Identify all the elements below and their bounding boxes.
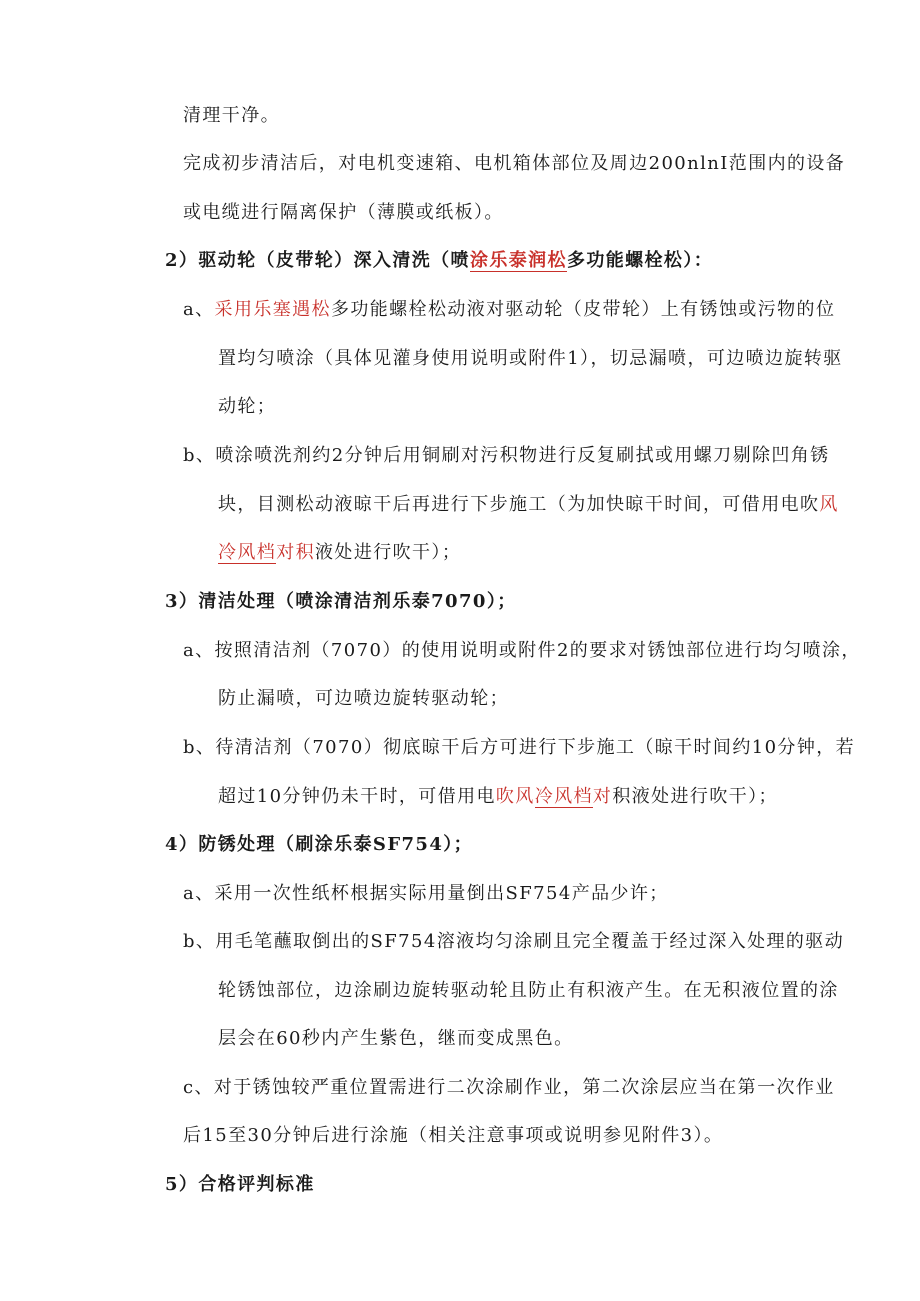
text-line: [218, 784, 778, 810]
text-line: 清理干净。: [183, 105, 280, 126]
highlighted-text: 涂乐泰润松: [469, 250, 567, 271]
section-heading-2: [165, 248, 713, 274]
body-text: 多功能螺栓松动液对驱动轮（皮带轮）上有锈蚀或污物的位: [330, 299, 836, 320]
text-line: a、采用一次性纸杯根据实际用量倒出SF754产品少许；: [183, 883, 669, 904]
text-line: c、对于锈蚀较严重位置需进行二次涂刷作业，第二次涂层应当在第一次作业: [183, 1077, 835, 1098]
highlighted-text: 冷风档: [218, 542, 277, 563]
text-line: 或电缆进行隔离保护（薄膜或纸板）。: [183, 202, 504, 223]
text-line: 后15至30分钟后进行涂施（相关注意事项或说明参见附件3）。: [183, 1125, 724, 1146]
heading-text: 2）驱动轮（皮带轮）深入清洗（喷: [165, 250, 470, 271]
text-line: b、喷涂喷洗剂约2分钟后用铜刷对污积物进行反复刷拭或用螺刀剔除凹角锈: [183, 445, 830, 466]
text-line: 完成初步清洁后，对电机变速箱、电机箱体部位及周边200nlnI范围内的设备: [183, 153, 846, 174]
text-line: 轮锈蚀部位，边涂刷边旋转驱动轮且防止有积液产生。在无积液位置的涂: [218, 980, 839, 1001]
text-line: 置均匀喷涂（具体见灌身使用说明或附件1），切忌漏喷，可边喷边旋转驱: [218, 348, 843, 369]
text-line: [218, 540, 461, 566]
text-line: 层会在60秒内产生紫色，继而变成黑色。: [218, 1028, 574, 1049]
section-heading-3: 3）清洁处理（喷涂清洁剂乐泰7070）；: [165, 591, 517, 612]
section-heading-4: 4）防锈处理（刷涂乐泰SF754）；: [165, 834, 474, 855]
text-line: a、按照清洁剂（7070）的使用说明或附件2的要求对锈蚀部位进行均匀喷涂，: [183, 640, 861, 661]
heading-text: 多功能螺栓松）：: [566, 250, 714, 271]
highlighted-text: 对积: [276, 542, 316, 563]
list-marker: a、: [183, 299, 215, 320]
highlighted-text: 风: [819, 494, 839, 515]
text-line: [183, 297, 835, 323]
body-text: 块，目测松动液晾干后再进行下步施工（为加快晾干时间，可借用电吹: [218, 494, 820, 515]
highlighted-text: 对: [592, 786, 613, 807]
section-heading-5: 5）合格评判标准: [165, 1174, 315, 1195]
text-line: b、用毛笔蘸取倒出的SF754溶液均匀涂刷且完全覆盖于经过深入处理的驱动: [183, 931, 845, 952]
text-line: [218, 492, 839, 518]
text-line: b、待清洁剂（7070）彻底晾干后方可进行下步施工（晾干时间约10分钟，若: [183, 737, 856, 758]
highlighted-text: 采用乐塞遇松: [214, 299, 331, 320]
text-line: 动轮；: [218, 396, 277, 417]
body-text: 超过10分钟仍未干时，可借用电: [218, 786, 496, 807]
body-text: 液处进行吹干）；: [315, 542, 462, 563]
body-text: 积液处进行吹干）；: [612, 786, 778, 807]
highlighted-text: 冷风档: [534, 786, 593, 807]
highlighted-text: 吹风: [495, 786, 535, 807]
text-line: 防止漏喷，可边喷边旋转驱动轮；: [218, 688, 509, 709]
